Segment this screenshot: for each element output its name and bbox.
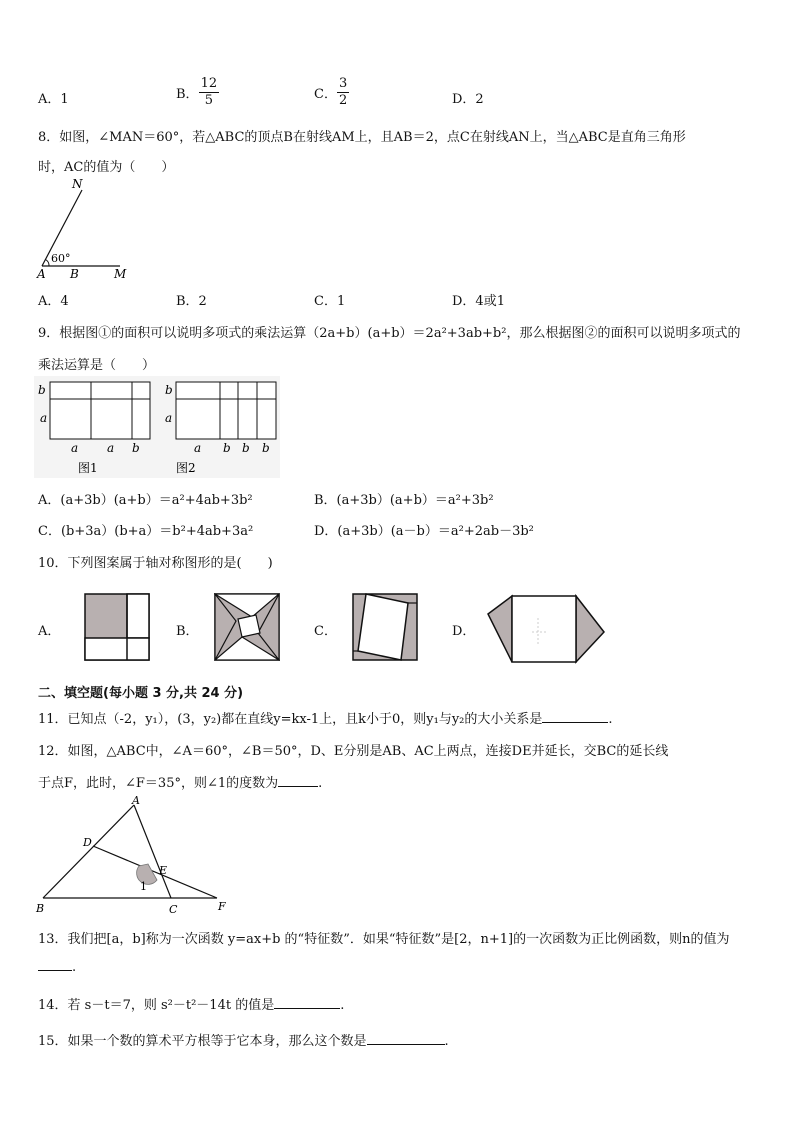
svg-text:a: a — [165, 411, 173, 425]
svg-text:A: A — [132, 794, 140, 807]
q10-option-c-label: C． — [314, 624, 337, 639]
q9-text-line2: 乘法运算是（ ） — [38, 358, 156, 373]
q8-option-b: B．2 — [176, 294, 207, 309]
q8-option-d: D．4或1 — [452, 294, 505, 309]
svg-text:b: b — [262, 441, 270, 455]
q8-option-c: C．1 — [314, 294, 346, 309]
q9-option-a: A．(a+3b）(a+b）＝a²+4ab+3b² — [38, 493, 253, 508]
svg-text:b: b — [223, 441, 231, 455]
svg-text:C: C — [169, 903, 178, 916]
q10-figure-b — [214, 593, 280, 661]
q12-triangle-figure — [32, 792, 232, 918]
q10-option-d-label: D． — [452, 624, 476, 639]
svg-text:F: F — [218, 900, 226, 913]
q8-text-line1: 8．如图，∠MAN＝60°，若△ABC的顶点B在射线AM上，且AB＝2，点C在射线AN上，当△ABC是直角三角形 — [38, 130, 686, 145]
label-m: M — [114, 267, 127, 281]
section-2-title: 二、填空题(每小题 3 分,共 24 分) — [38, 686, 244, 701]
svg-text:b: b — [38, 383, 46, 397]
figure-2 — [165, 382, 276, 475]
svg-text:b: b — [242, 441, 250, 455]
svg-text:b: b — [132, 441, 140, 455]
q8-option-a: A．4 — [38, 294, 69, 309]
q8-angle-figure — [34, 176, 144, 282]
svg-text:a: a — [107, 441, 115, 455]
svg-text:b: b — [165, 383, 173, 397]
q13-text-line1: 13．我们把[a，b]称为一次函数 y=ax+b 的“特征数”．如果“特征数”是[2，n+1]的一次函数为正比例函数，则n的值为 — [38, 932, 730, 947]
label-b: B — [70, 267, 79, 281]
q12-text-line2: 于点F，此时，∠F＝35°，则∠1的度数为 . — [38, 776, 323, 791]
q10-figure-c — [352, 593, 418, 661]
q9-text-line1: 9．根据图①的面积可以说明多项式的乘法运算（2a+b）(a+b）＝2a²+3ab+b²，那么根据图②的面积可以说明多项式的 — [38, 326, 741, 341]
fig1-caption: 图1 — [78, 461, 98, 475]
svg-text:a: a — [71, 441, 79, 455]
q10-option-a-label: A． — [38, 624, 61, 639]
angle-arc — [46, 260, 50, 267]
q13-text-line2: . — [38, 958, 76, 975]
q9-option-d: D．(a+3b）(a－b）＝a²+2ab－3b² — [314, 524, 534, 539]
q7-option-d: D．2 — [452, 92, 484, 107]
svg-text:B: B — [36, 902, 45, 915]
label-n: N — [72, 177, 83, 191]
q10-figure-a — [84, 593, 150, 661]
svg-text:E: E — [159, 864, 168, 877]
q11-text: 11．已知点（-2，y₁），(3，y₂)都在直线y=kx-1上，且k小于0，则y₁与y₂的大小关系是 . — [38, 712, 613, 727]
q15-text: 15．如果一个数的算术平方根等于它本身，那么这个数是 . — [38, 1034, 449, 1049]
q9-option-c: C．(b+3a）(b+a）＝b²+4ab+3a² — [38, 524, 254, 539]
q12-text-line1: 12．如图，△ABC中，∠A＝60°，∠B＝50°，D、E分别是AB、AC上两点，连接DE并延长，交BC的延长线 — [38, 744, 669, 759]
svg-text:a: a — [40, 411, 48, 425]
q7-option-b: B． $\frac{12}{5}$ — [176, 76, 218, 108]
figure-1 — [38, 382, 150, 475]
q9-option-b: B．(a+3b）(a+b）＝a²+3b² — [314, 493, 494, 508]
q7-option-a: A．1 — [38, 92, 69, 107]
q10-text: 10．下列图案属于轴对称图形的是( ) — [38, 556, 273, 571]
label-a: A — [37, 267, 46, 281]
svg-text:D: D — [83, 836, 92, 849]
svg-text:a: a — [194, 441, 202, 455]
q14-text: 14．若 s－t＝7，则 s²－t²－14t 的值是 . — [38, 998, 345, 1013]
label-60: 60° — [51, 252, 71, 265]
q8-text-line2: 时，AC的值为（ ） — [38, 160, 175, 175]
q10-figure-d — [486, 592, 608, 664]
q7-option-c: C． $\frac{3}{2}$ — [314, 76, 348, 108]
q10-option-b-label: B． — [176, 624, 199, 639]
svg-text:1: 1 — [140, 880, 147, 893]
fig2-caption: 图2 — [176, 461, 196, 475]
q9-figures — [34, 376, 280, 478]
